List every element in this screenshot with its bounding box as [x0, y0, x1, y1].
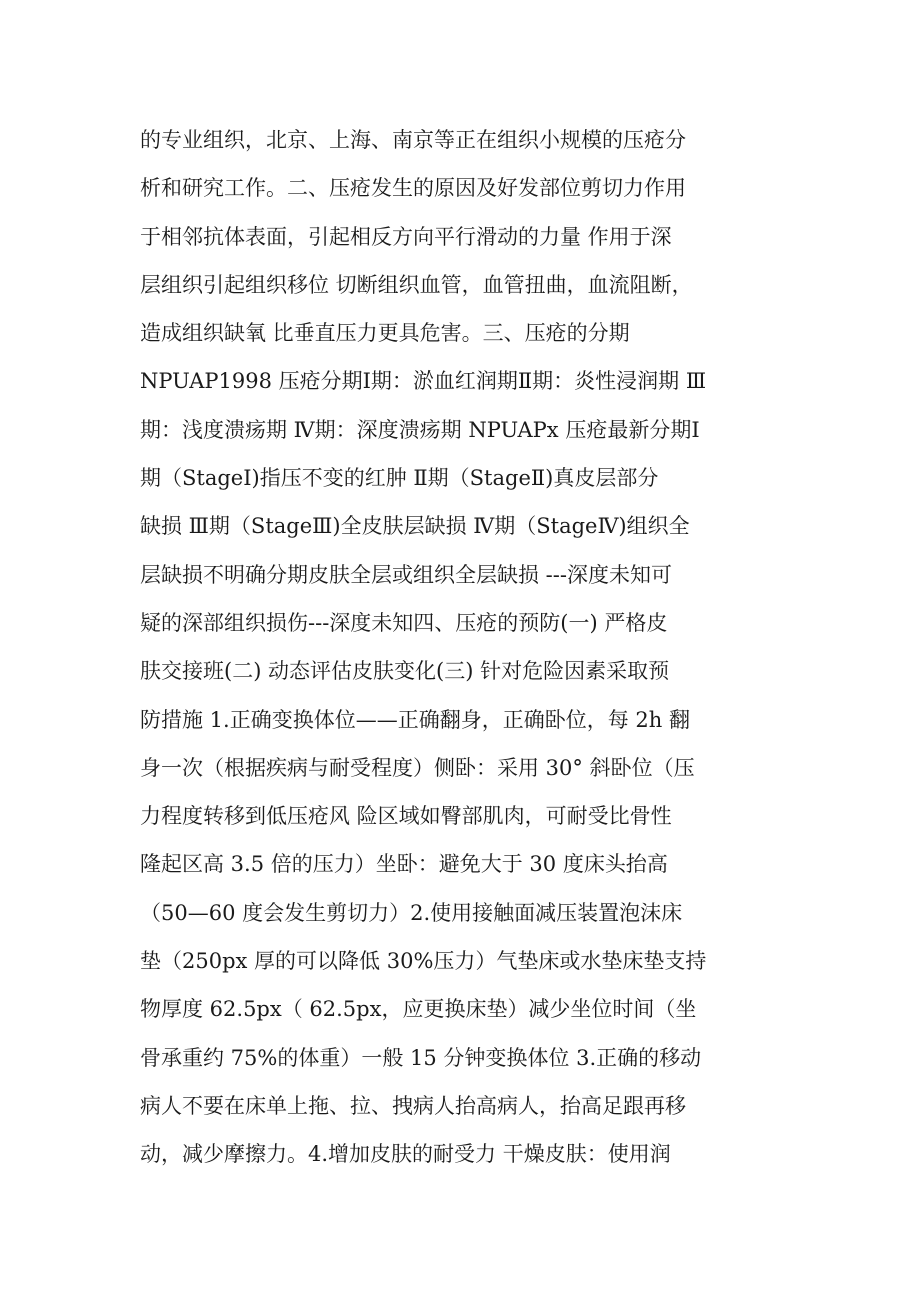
text-line: 造成组织缺氧 比垂直压力更具危害。三、压疮的分期	[140, 321, 630, 346]
text-line: 垫（250px 厚的可以降低 30%压力）气垫床或水垫床垫支持	[140, 949, 707, 974]
text-line: NPUAP1998 压疮分期Ⅰ期：淤血红润期Ⅱ期：炎性浸润期 Ⅲ	[140, 369, 707, 394]
text-line: 期（StageⅠ)指压不变的红肿 Ⅱ期（StageⅡ)真皮层部分	[140, 466, 659, 491]
text-line: 防措施 1.正确变换体位——正确翻身，正确卧位，每 2h 翻	[140, 707, 690, 732]
text-line: 疑的深部组织损伤---深度未知四、压疮的预防(一) 严格皮	[140, 610, 668, 635]
text-line: 骨承重约 75%的体重）一般 15 分钟变换体位 3.正确的移动	[140, 1045, 702, 1070]
text-line: 肤交接班(二) 动态评估皮肤变化(三) 针对危险因素采取预	[140, 659, 670, 684]
text-line: 病人不要在床单上拖、拉、拽病人抬高病人，抬高足跟再移	[140, 1093, 686, 1118]
body-text	[140, 118, 790, 1181]
text-line: 物厚度 62.5px（ 62.5px，应更换床垫）减少坐位时间（坐	[140, 997, 697, 1022]
text-line: 动，减少摩擦力。4.增加皮肤的耐受力 干燥皮肤：使用润	[140, 1142, 671, 1167]
text-line: 身一次（根据疾病与耐受程度）侧卧：采用 30° 斜卧位（压	[140, 755, 695, 780]
text-line: 的专业组织，北京、上海、南京等正在组织小规模的压疮分	[140, 128, 686, 152]
text-line: 期：浅度溃疡期 Ⅳ期：深度溃疡期 NPUAPx 压疮最新分期Ⅰ	[140, 417, 700, 442]
text-line: 于相邻抗体表面，引起相反方向平行滑动的力量 作用于深	[140, 224, 672, 249]
text-line: 隆起区高 3.5 倍的压力）坐卧：避免大于 30 度床头抬高	[140, 852, 668, 877]
text-line: 析和研究工作。二、压疮发生的原因及好发部位剪切力作用	[140, 176, 686, 201]
text-line: 力程度转移到低压疮风 险区域如臀部肌肉，可耐受比骨性	[140, 804, 672, 829]
text-line: （50—60 度会发生剪切力）2.使用接触面减压装置泡沫床	[140, 900, 683, 925]
text-line: 层组织引起组织移位 切断组织血管，血管扭曲，血流阻断，	[140, 272, 693, 297]
text-line: 缺损 Ⅲ期（StageⅢ)全皮肤层缺损 Ⅳ期（StageⅣ)组织全	[140, 514, 690, 539]
text-line: 层缺损不明确分期皮肤全层或组织全层缺损 ---深度未知可	[140, 562, 672, 587]
